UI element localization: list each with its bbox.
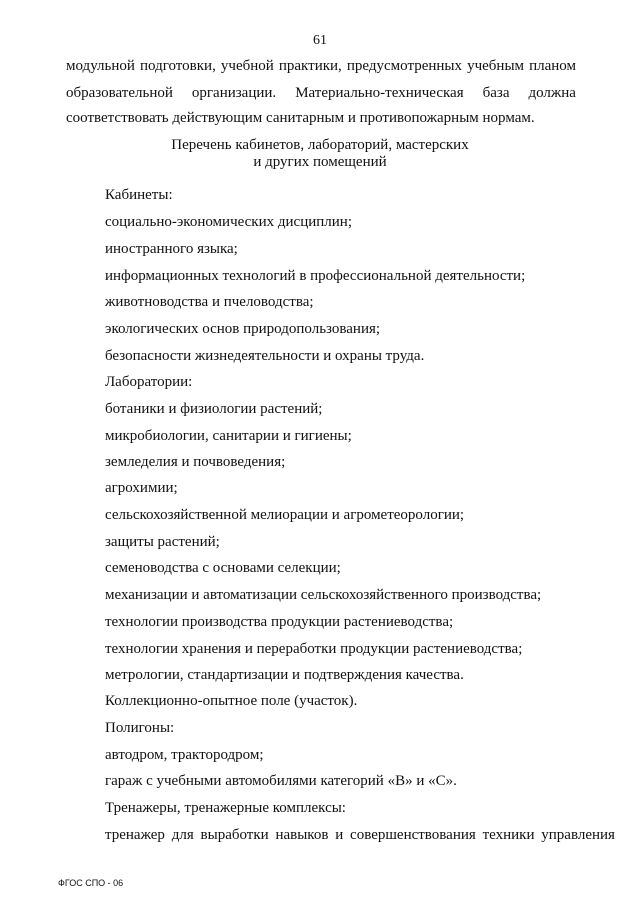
intro-word: предусмотренных bbox=[346, 58, 462, 74]
category-heading-cabinets: Кабинеты: bbox=[105, 187, 173, 203]
intro-word: организации. bbox=[191, 85, 277, 101]
intro-line-2 bbox=[66, 84, 576, 102]
list-item: механизации и автоматизации сельскохозяйственного производства; bbox=[105, 587, 542, 603]
intro-word: Материально-техническая bbox=[295, 85, 464, 101]
intro-word: база bbox=[482, 85, 510, 101]
list-item: социально-экономических дисциплин; bbox=[105, 214, 352, 230]
last-line bbox=[105, 826, 615, 844]
list-item: информационных технологий в профессиональной деятельности; bbox=[105, 268, 526, 284]
last-line-word: управления bbox=[541, 827, 615, 843]
list-item: земледелия и почвоведения; bbox=[105, 454, 286, 470]
section-heading-line-1: Перечень кабинетов, лабораторий, мастерских bbox=[171, 137, 469, 153]
list-item: безопасности жизнедеятельности и охраны труда. bbox=[105, 348, 425, 364]
list-item: метрологии, стандартизации и подтверждения качества. bbox=[105, 667, 464, 683]
list-item: семеноводства с основами селекции; bbox=[105, 560, 341, 576]
intro-line-1 bbox=[66, 57, 576, 75]
list-item: технологии производства продукции растениеводства; bbox=[105, 614, 454, 630]
intro-word: образовательной bbox=[66, 85, 173, 101]
last-line-word: совершенствования bbox=[350, 827, 476, 843]
intro-word: планом bbox=[529, 58, 576, 74]
list-item: ботаники и физиологии растений; bbox=[105, 401, 323, 417]
section-heading-line-2: и других помещений bbox=[253, 154, 387, 170]
intro-word: учебным bbox=[467, 58, 525, 74]
list-item: гараж с учебными автомобилями категорий «В» и «С». bbox=[105, 773, 457, 789]
footer-document-code: ФГОС СПО - 06 bbox=[58, 878, 124, 888]
intro-line-3: соответствовать действующим санитарным и противопожарным нормам. bbox=[66, 110, 535, 126]
intro-word: учебной bbox=[220, 58, 274, 74]
list-item: защиты растений; bbox=[105, 534, 220, 550]
list-item: иностранного языка; bbox=[105, 241, 238, 257]
list-item: сельскохозяйственной мелиорации и агрометеорологии; bbox=[105, 507, 465, 523]
last-line-word: тренажер bbox=[105, 827, 165, 843]
list-item: микробиологии, санитарии и гигиены; bbox=[105, 428, 352, 444]
list-item: технологии хранения и переработки продукции растениеводства; bbox=[105, 641, 523, 657]
page-number: 61 bbox=[313, 33, 327, 48]
last-line-word: и bbox=[335, 827, 344, 843]
last-line-word: навыков bbox=[275, 827, 329, 843]
category-heading-simulators: Тренажеры, тренажерные комплексы: bbox=[105, 800, 346, 816]
intro-word: подготовки, bbox=[140, 58, 216, 74]
intro-word: должна bbox=[528, 85, 576, 101]
list-item: агрохимии; bbox=[105, 480, 178, 496]
list-item: автодром, трактородром; bbox=[105, 747, 264, 763]
last-line-word: для bbox=[171, 827, 194, 843]
intro-word: модульной bbox=[66, 58, 135, 74]
last-line-word: техники bbox=[482, 827, 535, 843]
category-heading-laboratories: Лаборатории: bbox=[105, 374, 193, 390]
intro-word: практики, bbox=[278, 58, 342, 74]
category-heading-field: Коллекционно-опытное поле (участок). bbox=[105, 693, 358, 709]
list-item: экологических основ природопользования; bbox=[105, 321, 381, 337]
list-item: животноводства и пчеловодства; bbox=[105, 294, 314, 310]
category-heading-polygons: Полигоны: bbox=[105, 720, 175, 736]
last-line-word: выработки bbox=[200, 827, 269, 843]
